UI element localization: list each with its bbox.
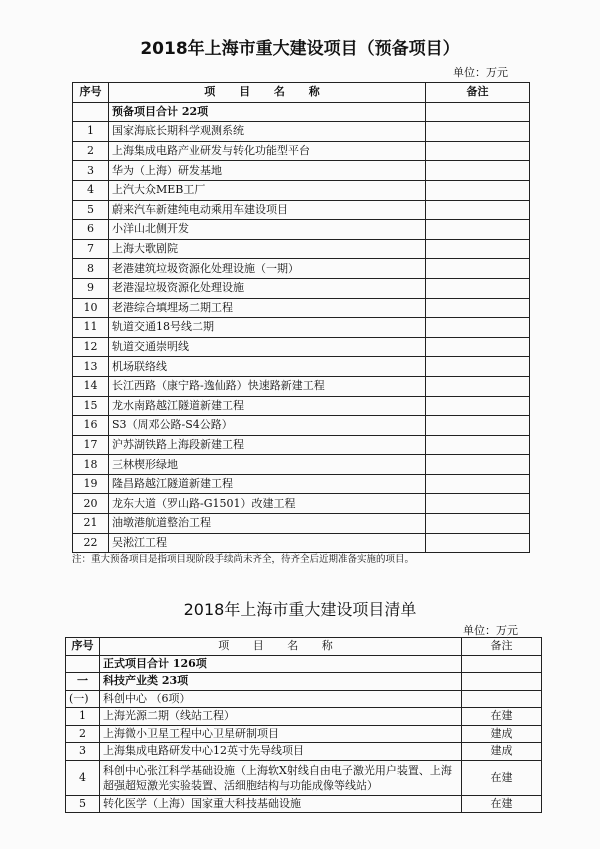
row-note — [426, 396, 530, 416]
table-row — [66, 708, 542, 726]
row-no: 1 — [66, 708, 100, 726]
reserve-projects-table — [72, 82, 530, 553]
row-no: 14 — [73, 376, 109, 396]
row-no: 15 — [73, 396, 109, 416]
table-header-row — [73, 83, 530, 103]
table-row — [73, 122, 530, 142]
row-note — [426, 514, 530, 534]
table-row — [73, 161, 530, 181]
row-note — [426, 357, 530, 377]
row-note — [426, 200, 530, 220]
doc2-title: 2018年上海市重大建设项目清单 — [183, 600, 417, 619]
category-no: 一 — [66, 673, 100, 691]
table-row — [66, 795, 542, 813]
row-note — [426, 220, 530, 240]
header-no: 序号 — [66, 638, 100, 656]
row-note — [426, 533, 530, 553]
total-label: 正式项目合计 126项 — [100, 655, 462, 673]
header-name: 项 目 名 称 — [109, 83, 426, 103]
table-row — [73, 435, 530, 455]
table-row — [73, 474, 530, 494]
table-row — [73, 259, 530, 279]
row-name: 龙东大道（罗山路-G1501）改建工程 — [109, 494, 426, 514]
row-no: 4 — [66, 760, 100, 795]
row-no: 10 — [73, 298, 109, 318]
category-note — [462, 673, 542, 691]
total-row — [73, 102, 530, 122]
row-note — [426, 141, 530, 161]
row-no: 5 — [66, 795, 100, 813]
table-row — [73, 416, 530, 436]
projects-list-table — [65, 637, 542, 813]
row-no: 12 — [73, 337, 109, 357]
row-name: 轨道交通18号线二期 — [109, 318, 426, 338]
row-no: 2 — [73, 141, 109, 161]
row-name: 转化医学（上海）国家重大科技基础设施 — [100, 795, 462, 813]
row-name: 轨道交通崇明线 — [109, 337, 426, 357]
row-note: 建成 — [462, 725, 542, 743]
row-name: 机场联络线 — [109, 357, 426, 377]
row-name: 油墩港航道整治工程 — [109, 514, 426, 534]
row-no: 17 — [73, 435, 109, 455]
row-no: 6 — [73, 220, 109, 240]
table-row — [73, 220, 530, 240]
row-name: 吴淞江工程 — [109, 533, 426, 553]
row-name: 三林楔形绿地 — [109, 455, 426, 475]
subcategory-label: 科创中心 （6项） — [100, 690, 462, 708]
row-no: 3 — [73, 161, 109, 181]
row-note — [426, 455, 530, 475]
subcategory-row — [66, 690, 542, 708]
row-no: 1 — [73, 122, 109, 142]
row-note — [426, 239, 530, 259]
row-name: 小洋山北侧开发 — [109, 220, 426, 240]
row-name: 上海集成电路产业研发与转化功能型平台 — [109, 141, 426, 161]
row-name: 上汽大众MEB工厂 — [109, 180, 426, 200]
row-name: 长江西路（康宁路-逸仙路）快速路新建工程 — [109, 376, 426, 396]
row-no: 2 — [66, 725, 100, 743]
row-no: 7 — [73, 239, 109, 259]
table-row — [73, 514, 530, 534]
row-name: 上海集成电路研发中心12英寸先导线项目 — [100, 743, 462, 761]
header-no: 序号 — [73, 83, 109, 103]
total-note — [426, 102, 530, 122]
row-no: 18 — [73, 455, 109, 475]
row-note: 在建 — [462, 795, 542, 813]
row-note — [426, 180, 530, 200]
table-row — [73, 318, 530, 338]
row-no: 16 — [73, 416, 109, 436]
row-no: 11 — [73, 318, 109, 338]
row-name: 老港综合填埋场二期工程 — [109, 298, 426, 318]
table-header-row — [66, 638, 542, 656]
table-row — [73, 141, 530, 161]
total-no — [66, 655, 100, 673]
table-row — [66, 725, 542, 743]
row-name: S3（周邓公路-S4公路） — [109, 416, 426, 436]
row-note — [426, 161, 530, 181]
row-no: 3 — [66, 743, 100, 761]
row-note: 建成 — [462, 743, 542, 761]
table-row — [73, 337, 530, 357]
row-name: 上海微小卫星工程中心卫星研制项目 — [100, 725, 462, 743]
row-no: 9 — [73, 278, 109, 298]
category-label: 科技产业类 23项 — [100, 673, 462, 691]
row-note — [426, 298, 530, 318]
table-row — [73, 298, 530, 318]
row-no: 8 — [73, 259, 109, 279]
header-note: 备注 — [462, 638, 542, 656]
row-name: 上海光源二期（线站工程） — [100, 708, 462, 726]
table-row — [73, 180, 530, 200]
row-name: 蔚来汽车新建纯电动乘用车建设项目 — [109, 200, 426, 220]
row-name: 隆昌路越江隧道新建工程 — [109, 474, 426, 494]
header-name: 项 目 名 称 — [100, 638, 462, 656]
row-name: 老港湿垃圾资源化处理设施 — [109, 278, 426, 298]
row-no: 21 — [73, 514, 109, 534]
row-note — [426, 435, 530, 455]
row-no: 13 — [73, 357, 109, 377]
subcategory-no: (一) — [66, 690, 100, 708]
row-name: 上海大歌剧院 — [109, 239, 426, 259]
row-name: 国家海底长期科学观测系统 — [109, 122, 426, 142]
row-note — [426, 278, 530, 298]
total-no — [73, 102, 109, 122]
doc2-unit: 单位：万元 — [463, 624, 518, 637]
row-no: 22 — [73, 533, 109, 553]
row-name: 沪苏湖铁路上海段新建工程 — [109, 435, 426, 455]
table-row — [66, 760, 542, 795]
row-note — [426, 337, 530, 357]
row-name: 老港建筑垃圾资源化处理设施（一期） — [109, 259, 426, 279]
subcategory-note — [462, 690, 542, 708]
doc1-footnote: 注：重大预备项目是指项目现阶段手续尚未齐全，待齐全后近期准备实施的项目。 — [72, 554, 415, 565]
row-note — [426, 122, 530, 142]
row-no: 20 — [73, 494, 109, 514]
table-row — [66, 743, 542, 761]
table-row — [73, 533, 530, 553]
header-note: 备注 — [426, 83, 530, 103]
row-no: 5 — [73, 200, 109, 220]
row-note — [426, 474, 530, 494]
row-note: 在建 — [462, 760, 542, 795]
doc1-title: 2018年上海市重大建设项目（预备项目） — [140, 39, 460, 59]
table-row — [73, 200, 530, 220]
row-note — [426, 494, 530, 514]
row-note — [426, 259, 530, 279]
table-row — [73, 376, 530, 396]
table-row — [73, 239, 530, 259]
total-label: 预备项目合计 22项 — [109, 102, 426, 122]
category-row — [66, 673, 542, 691]
row-note — [426, 416, 530, 436]
table-row — [73, 494, 530, 514]
table-row — [73, 357, 530, 377]
total-note — [462, 655, 542, 673]
total-row — [66, 655, 542, 673]
row-name: 龙水南路越江隧道新建工程 — [109, 396, 426, 416]
row-note: 在建 — [462, 708, 542, 726]
row-no: 19 — [73, 474, 109, 494]
table-row — [73, 396, 530, 416]
table-row — [73, 455, 530, 475]
row-note — [426, 376, 530, 396]
row-name: 科创中心张江科学基础设施（上海软X射线自由电子激光用户装置、上海超强超短激光实验装置、活细胞结构与功能成像等线站） — [100, 760, 462, 795]
row-name: 华为（上海）研发基地 — [109, 161, 426, 181]
table-row — [73, 278, 530, 298]
doc1-unit: 单位：万元 — [453, 66, 508, 79]
row-no: 4 — [73, 180, 109, 200]
row-note — [426, 318, 530, 338]
